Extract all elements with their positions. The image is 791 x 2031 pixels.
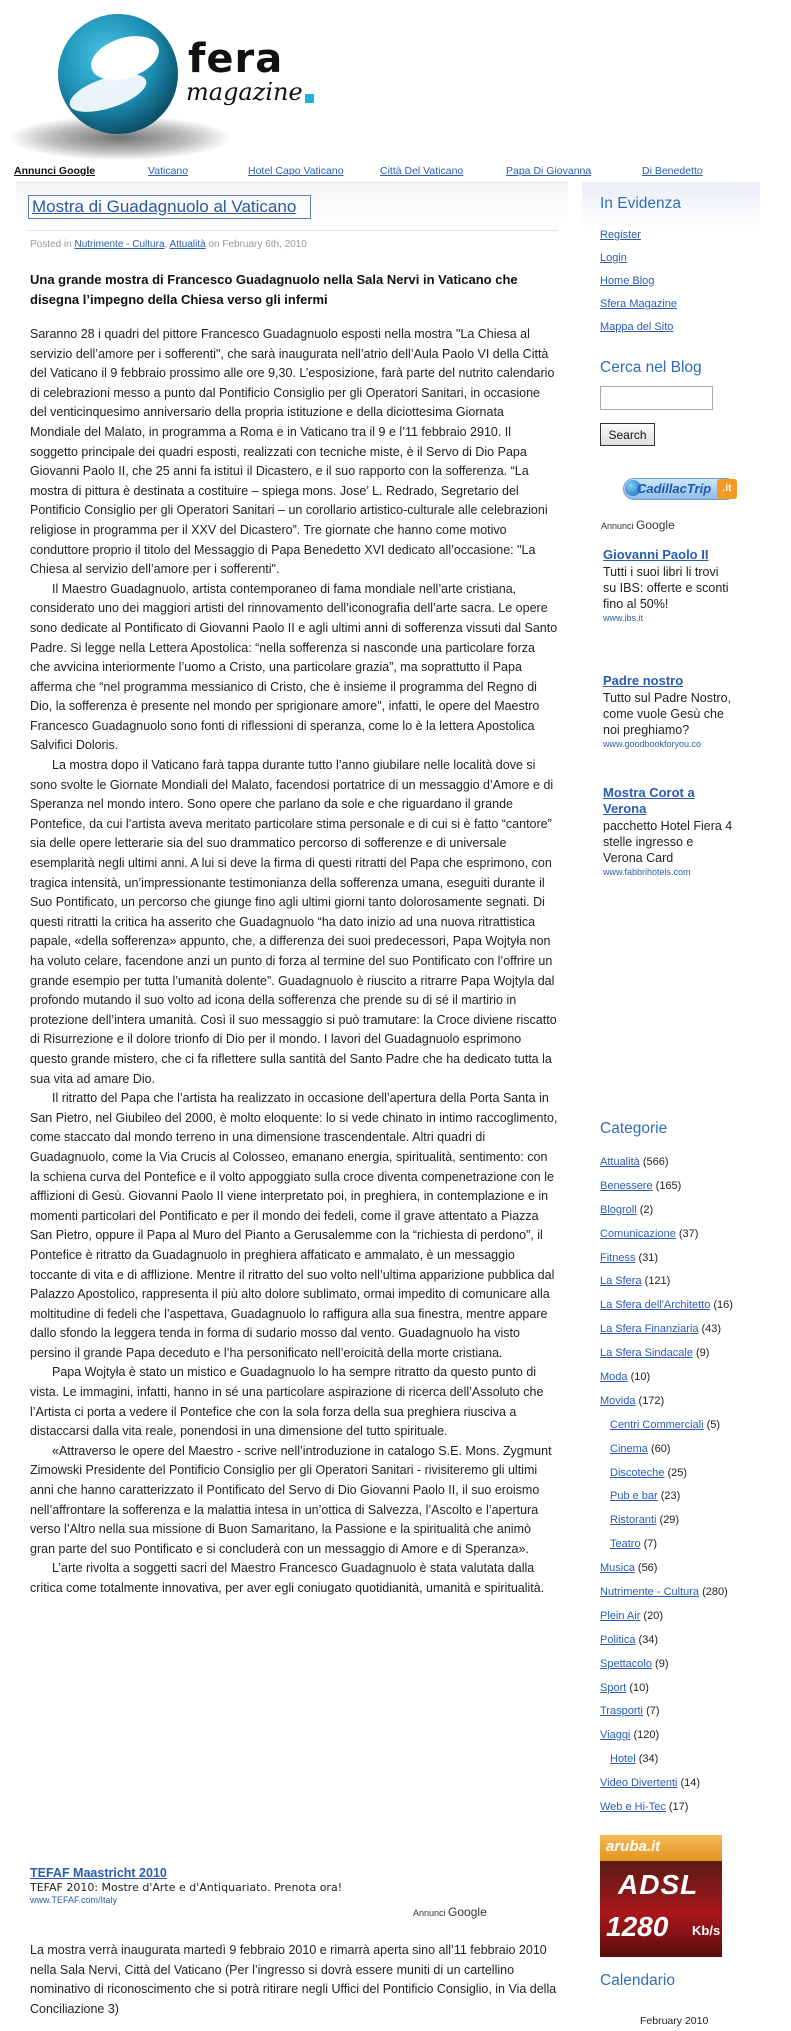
link-home-blog[interactable]: Home Blog xyxy=(600,275,655,287)
category-link[interactable]: Ristoranti xyxy=(610,1514,657,1527)
category-item xyxy=(600,1533,733,1557)
category-count: (29) xyxy=(659,1514,680,1527)
category-link[interactable]: Politica xyxy=(600,1633,636,1646)
sidebar-ad-text: pacchetto Hotel Fiera 4 stelle ingresso e Verona Card xyxy=(603,819,733,865)
post-date: on February 6th, 2010 xyxy=(205,239,307,250)
category-count: (17) xyxy=(668,1801,689,1814)
aruba-speed-unit: Kb/s xyxy=(692,1923,721,1938)
category-link[interactable]: Sport xyxy=(600,1681,627,1694)
category-link[interactable]: La Sfera xyxy=(600,1275,642,1288)
category-count: (121) xyxy=(644,1275,671,1288)
post-paragraph: «Attraverso le opere del Maestro - scrive nell’introduzione in catalogo S.E. Mons. Zygmunt Zimowski Presidente del Pontificio Consiglio per gli Operatori Sanitari - rivisiteremo gli ultimi anni che hanno caratterizzato il Pontificato del Servo di Dio Giovanni Paolo II, il suo eroismo nell’affrontare la sofferenza e la malattia intesa in un’ottica di Salvezza, l’Ascolto e l’apertura verso l’Altro nella sua missione di Buon Samaritano, la Passione e la spiritualità che animò gran parte del suo Pontificato e si concluderà con un messaggio di Amore e di Speranza». xyxy=(30,1443,552,1556)
logo-brand-text: fera xyxy=(188,36,284,82)
meta-separator: , xyxy=(164,239,170,250)
category-item xyxy=(600,1366,733,1390)
sidebar-heading-search: Cerca nel Blog xyxy=(600,359,702,376)
category-item xyxy=(600,1151,733,1175)
sidebar-ads-by-google[interactable] xyxy=(601,518,675,532)
category-item xyxy=(600,1557,733,1581)
ad-link-citta-del-vaticano[interactable]: Città Del Vaticano xyxy=(380,165,464,177)
calendar-month: February 2010 xyxy=(640,2015,709,2027)
category-count: (43) xyxy=(701,1323,722,1336)
cadillactrip-banner[interactable] xyxy=(623,476,737,502)
google-wordmark: Google xyxy=(448,1905,487,1919)
ads-prefix: Annunci xyxy=(601,521,634,531)
link-mappa-del-sito[interactable]: Mappa del Sito xyxy=(600,321,674,333)
category-link[interactable]: Centri Commerciali xyxy=(610,1418,704,1431)
category-link[interactable]: Pub e bar xyxy=(610,1490,658,1503)
site-header xyxy=(0,0,791,160)
category-count: (25) xyxy=(667,1466,688,1479)
category-link[interactable]: Moda xyxy=(600,1371,628,1384)
aruba-adsl-text: ADSL xyxy=(618,1869,699,1900)
ad-link-vaticano[interactable]: Vaticano xyxy=(148,165,189,177)
category-link[interactable]: Musica xyxy=(600,1562,635,1575)
cadillac-text: CadillacTrip xyxy=(637,481,712,496)
inline-ad-title[interactable]: TEFAF Maastricht 2010 xyxy=(30,1866,167,1880)
category-link[interactable]: Comunicazione xyxy=(600,1227,676,1240)
category-count: (10) xyxy=(629,1681,649,1694)
meta-divider xyxy=(28,230,558,231)
category-count: (14) xyxy=(680,1777,701,1790)
category-item xyxy=(600,1724,733,1748)
google-wordmark: Google xyxy=(636,518,675,532)
link-register[interactable]: Register xyxy=(600,229,641,241)
category-item xyxy=(600,1605,733,1629)
category-item xyxy=(600,1677,733,1701)
inline-google-ad[interactable] xyxy=(30,1866,530,1905)
post-paragraph: Saranno 28 i quadri del pittore Francesco Guadagnuolo esposti nella mostra "La Chiesa al servizio dell’amore per i sofferenti", che sarà inaugurata nell’atrio dell’Aula Paolo VI della Città del Vaticano il 9 febbraio prossimo alle ore 9,30. L’esposizione, farà parte del nutrito calendario di celebrazioni messo a punto dal Pontificio Consiglio per gli Operatori Sanitari, in occasione del venticinquesimo anniversario della propria istituzione e della diciottesima Giornata Mondiale del Malato, in programma a Roma e in Vaticano tra il 9 e l’11 febbraio 2910. Il soggetto principale dei quadri esposti, realizzati con tecniche miste, è il Servo di Dio Papa Giovanni Paolo II, che 25 anni fa istituì il Dicastero, e il suo rapporto con la sofferenza. “La mostra di pittura è destinata a costituire – spiega mons. Jose’ L. Redrado, Segretario del Pontificio Consiglio per gli Operatori Sanitari – un corollario artistico-culturale alle celebrazioni religiose in programma per il XXV del Dicastero”. Tre giornate che hanno come motivo conduttore proprio il titolo del Messaggio di Papa Benedetto XVI dedicato all’occasione: "La Chiesa al servizio dell’amore per i sofferenti". xyxy=(30,327,555,577)
post-paragraph: Il ritratto del Papa che l’artista ha realizzato in occasione dell’apertura della Porta Santa in San Pietro, nel Giubileo del 2000, è molto eloquente: lo si vede chinato in intimo raccoglimento, come staccato dal mondo terreno in una dimensione trascendentale. Altri quadri di Guadagnuolo, come la Via Crucis al Colosseo, emanano energia, spiritualità, sentimento: con la schiena curva del Pontefice e il volto appoggiato sulla croce diventa compenetrazione con le afflizioni di Gesù. Giovanni Paolo II viene interpretato poi, in preghiera, in contemplazione e in momenti particolari del Pontificato e per il mondo dei fedeli, come il grave attentato a Piazza San Pietro, oppure il Papa al Muro del Pianto a Gerusalemme con la “richiesta di perdono”, il Pontefice è ritratto da Guadagnuolo in preghiera affaticato e ammalato, è un messaggio toccante di vita e di afflizione. Mentre il ritratto del suo volto nell’ultima apparizione pubblica dal Palazzo Apostolico, rappresenta il più alto dolore sublimato, ormai impedito di comunicare alla moltitudine di fedeli che l’aspettava, Guadagnuolo lo raffigura alla sua finestra, mentre appare dallo sfondo la leggera tenda in forma di sudario mosso dal vento. Guadagnuolo ha visto persino il grande Papa deceduto e l’ha personificato nell’eroicità della morte cristiana. xyxy=(30,1091,558,1360)
category-item xyxy=(600,1247,733,1271)
post-subtitle: Una grande mostra di Francesco Guadagnuolo nella Sala Nervi in Vaticano che disegna l’impegno della Chiesa verso gli infermi xyxy=(30,272,518,307)
ads-label[interactable]: Annunci Google xyxy=(14,165,96,177)
post-paragraph: La mostra dopo il Vaticano farà tappa durante tutto l’anno giubilare nelle località dove si sono svolte le Giornate Mondiali del Malato, facendosi portatrice di un messaggio d’Amore e di Speranza nel mondo intero. Sono opere che parlano da sole e che riguardano il grande Pontefice, da cui l’artista aveva meritato particolare stima personale e di cui si è fatto “cantore” sia delle opere letterarie sia del suo drammatico percorso di sofferenze e di universale esemplarità negli ultimi anni. A lui si deve la firma di questi ritratti del Papa che esprimono, con tragica intensità, un’impressionante testimonianza della sofferenza umana, eseguiti durante il Suo Pontificato, un percorso che giunge fino agli ultimi giorni tanto dolorosamente segnati. Di questi ritratti la critica ha asserito che Guadagnuolo “ha dato inizio ad una nuova ritrattistica papale, «della sofferenza» appunto, che, a differenza dei suoi predecessori, Papa Wojtyła non ha voluto celare, facendone anzi un punto di forza al termine del suo Pontificato con l’offrire un grande esempio per tutta l’umanità dolente”. Guadagnuolo è riuscito a ritrarre Papa Wojtyla dal profondo mutando il suo volto ad icona della sofferenza che prende su di sé il martirio in protezione dell’intera umanità. Così il suo messaggio si può tramutare: la Croce diviene riscatto di Risurrezione e il dolore trionfo di Dio per il mondo. I lavori del Guadagnuolo esprimono questo grande mistero, che ci fa riflettere sulla santità del Santo Padre che ha dedicato tutta la sua vita ad amare Dio. xyxy=(30,758,557,1086)
category-count: (7) xyxy=(643,1538,658,1551)
category-item xyxy=(600,1796,733,1820)
ad-link-di-benedetto[interactable]: Di Benedetto xyxy=(642,165,703,177)
category-link[interactable]: La Sfera Sindacale xyxy=(600,1347,693,1360)
sidebar-ad[interactable] xyxy=(603,785,733,877)
category-item xyxy=(600,1509,733,1533)
category-item xyxy=(600,1199,733,1223)
category-link[interactable]: Benessere xyxy=(600,1179,653,1192)
category-link[interactable]: Plein Air xyxy=(600,1609,641,1622)
aruba-brand: aruba.it xyxy=(606,1838,661,1855)
category-item xyxy=(600,1414,733,1438)
sidebar-ad-title[interactable]: Padre nostro xyxy=(603,673,684,688)
category-item xyxy=(600,1175,733,1199)
category-link[interactable]: La Sfera Finanziaria xyxy=(600,1323,699,1336)
aruba-adsl-banner[interactable] xyxy=(600,1835,722,1957)
category-count: (7) xyxy=(646,1705,660,1718)
category-item xyxy=(600,1700,733,1724)
link-login[interactable]: Login xyxy=(600,252,627,264)
ad-link-hotel-capo-vaticano[interactable]: Hotel Capo Vaticano xyxy=(248,165,344,177)
category-count: (16) xyxy=(713,1299,733,1312)
meta-prefix: Posted in xyxy=(30,239,75,250)
category-item xyxy=(600,1318,733,1342)
category-link-attualita[interactable]: Attualità xyxy=(169,239,206,250)
aruba-speed: 1280 xyxy=(606,1911,669,1942)
category-count: (280) xyxy=(702,1586,728,1599)
category-link[interactable]: Viaggi xyxy=(600,1729,631,1742)
search-button[interactable]: Search xyxy=(600,423,655,446)
inline-ads-by-google[interactable] xyxy=(413,1905,487,1919)
sidebar-heading-categorie: Categorie xyxy=(600,1120,668,1137)
category-link[interactable]: Web e Hi-Tec xyxy=(600,1801,666,1814)
category-item xyxy=(600,1653,733,1677)
evidenza-links xyxy=(600,224,677,339)
category-count: (34) xyxy=(638,1753,659,1766)
category-item xyxy=(600,1223,733,1247)
post-paragraph: Il Maestro Guadagnuolo, artista contemporaneo di fama mondiale nell’arte cristiana, considerato uno dei maggiori artisti del rinnovamento dell’iconografia dell’arte sacra. Le opere sono dedicate al Pontificato di Giovanni Paolo II e agli ultimi anni di sofferenza vissuti dal Santo Padre. Si legge nella Lettera Apostolica: “nella sofferenza si nasconde una particolare forza che avvicina interiormente l’uomo a Cristo, una particolare grazia”, ma soprattutto il Papa afferma che “nel programma messianico di Cristo, che è insieme il programma del Regno di Dio, la sofferenza è presente nel mondo per sprigionare amore", infatti, le opere del Maestro Francesco Guadagnuolo sono fonti di riflessioni di speranza, come lo è la lettera Apostolica Salvifici Doloris. xyxy=(30,581,558,753)
category-link[interactable]: Blogroll xyxy=(600,1203,637,1216)
category-item xyxy=(600,1270,733,1294)
logo-brand-subtext: magazine xyxy=(186,78,303,106)
sidebar-ad[interactable] xyxy=(603,547,733,623)
category-count: (172) xyxy=(638,1394,665,1407)
category-item xyxy=(600,1462,733,1486)
category-count: (60) xyxy=(650,1442,671,1455)
post-title-link[interactable]: Mostra di Guadagnuolo al Vaticano xyxy=(32,197,297,216)
post-paragraph: L’arte rivolta a soggetti sacri del Maestro Francesco Guadagnuolo è stata valutata dalla critica come totalmente innovativa, per aver egli coniugato quotidianità, umanità e spiritualità. xyxy=(30,1561,545,1595)
ad-link-papa-di-giovanna[interactable]: Papa Di Giovanna xyxy=(506,165,592,177)
category-count: (10) xyxy=(630,1371,651,1384)
category-count: (37) xyxy=(678,1227,699,1240)
sidebar-ad-url[interactable]: www.goodbookforyou.co xyxy=(603,739,702,749)
category-count: (9) xyxy=(696,1347,710,1360)
category-count: (2) xyxy=(639,1203,654,1216)
category-link[interactable]: Fitness xyxy=(600,1251,636,1264)
link-sfera-magazine[interactable]: Sfera Magazine xyxy=(600,298,678,310)
category-item xyxy=(600,1438,733,1462)
category-link[interactable]: Video Divertenti xyxy=(600,1777,678,1790)
search-input[interactable] xyxy=(600,386,713,410)
sidebar-ad-title[interactable]: Giovanni Paolo II xyxy=(603,547,709,562)
category-link[interactable]: Movida xyxy=(600,1394,636,1407)
post-closing-paragraph: La mostra verrà inaugurata martedì 9 febbraio 2010 e rimarrà aperta sino all’11 febbraio 2010 nella Sala Nervi, Città del Vaticano (Per l’ingresso si dovrà essere muniti di un cartellino nominativo di riconoscimento che si potrà ritirare negli Uffici del Pontificio Consiglio, in Via della Conciliazione 3) xyxy=(30,1943,557,2016)
sidebar-ad-title[interactable]: Mostra Corot a Verona xyxy=(603,785,695,816)
category-link-nutrimente[interactable]: Nutrimente - Cultura xyxy=(74,239,165,250)
category-link[interactable]: Discoteche xyxy=(610,1466,665,1479)
sidebar-ad-text: Tutti i suoi libri li trovi su IBS: offerte e sconti fino al 50%! xyxy=(603,565,729,611)
category-link[interactable]: Cinema xyxy=(610,1442,648,1455)
category-item xyxy=(600,1294,733,1318)
category-item xyxy=(600,1485,733,1509)
cadillac-it: .it xyxy=(717,479,737,499)
category-count: (34) xyxy=(638,1633,659,1646)
aruba-adsl-panel xyxy=(600,1861,722,1957)
post-body xyxy=(30,325,558,1599)
category-link[interactable]: La Sfera dell'Architetto xyxy=(600,1299,711,1312)
sidebar-heading-evidenza: In Evidenza xyxy=(600,195,681,212)
category-item xyxy=(600,1342,733,1366)
google-ad-link-bar xyxy=(14,163,754,181)
category-item xyxy=(600,1581,733,1605)
category-link[interactable]: Trasporti xyxy=(600,1705,643,1718)
category-count: (9) xyxy=(655,1657,669,1670)
category-count: (566) xyxy=(642,1156,669,1168)
post-paragraph: Papa Wojtyła è stato un mistico e Guadagnuolo lo ha sempre ritratto da questo punto di vista. Le immagini, infatti, hanno in sé una particolare aspirazione di ricerca dell’Assoluto che l’Artista ci porta a vedere il Pontefice che con la sola forza della sua preghiera riusciva a distaccarsi dalla vita reale, ponendosi in una dimensione del tutto spirituale. xyxy=(30,1365,544,1439)
inline-ad-text: TEFAF 2010: Mostre d'Arte e d'Antiquariato. Prenota ora! xyxy=(30,1881,343,1894)
sfera-magazine-logo[interactable] xyxy=(10,8,310,158)
category-link[interactable]: Attualità xyxy=(600,1156,640,1168)
post-meta xyxy=(30,239,307,250)
category-count: (31) xyxy=(638,1251,659,1264)
category-item xyxy=(600,1390,733,1414)
sidebar-ad-text: Tutto sul Padre Nostro, come vuole Gesù che noi preghiamo? xyxy=(603,691,732,737)
category-count: (165) xyxy=(655,1179,682,1192)
category-count: (23) xyxy=(660,1490,681,1503)
ads-prefix: Annunci xyxy=(413,1908,446,1918)
category-item xyxy=(600,1748,733,1772)
category-link[interactable]: Hotel xyxy=(610,1753,636,1766)
aruba-header xyxy=(600,1835,722,1861)
sidebar-ad-url[interactable]: www.fabbrihotels.com xyxy=(603,867,691,877)
category-count: (20) xyxy=(643,1609,663,1622)
category-count: (120) xyxy=(633,1729,660,1742)
category-count: (56) xyxy=(637,1562,658,1575)
category-link[interactable]: Spettacolo xyxy=(600,1657,652,1670)
category-item xyxy=(600,1629,733,1653)
sidebar-heading-calendario: Calendario xyxy=(600,1972,675,1989)
inline-ad-url[interactable]: www.TEFAF.com/Italy xyxy=(30,1895,118,1905)
logo-dot xyxy=(305,94,314,103)
category-link[interactable]: Teatro xyxy=(610,1538,641,1551)
category-count: (5) xyxy=(706,1418,721,1431)
sidebar-ad-url[interactable]: www.ibs.it xyxy=(603,613,644,623)
category-list xyxy=(600,1151,733,1820)
category-item xyxy=(600,1772,733,1796)
category-link[interactable]: Nutrimente - Cultura xyxy=(600,1586,700,1599)
sidebar-ad[interactable] xyxy=(603,673,733,749)
